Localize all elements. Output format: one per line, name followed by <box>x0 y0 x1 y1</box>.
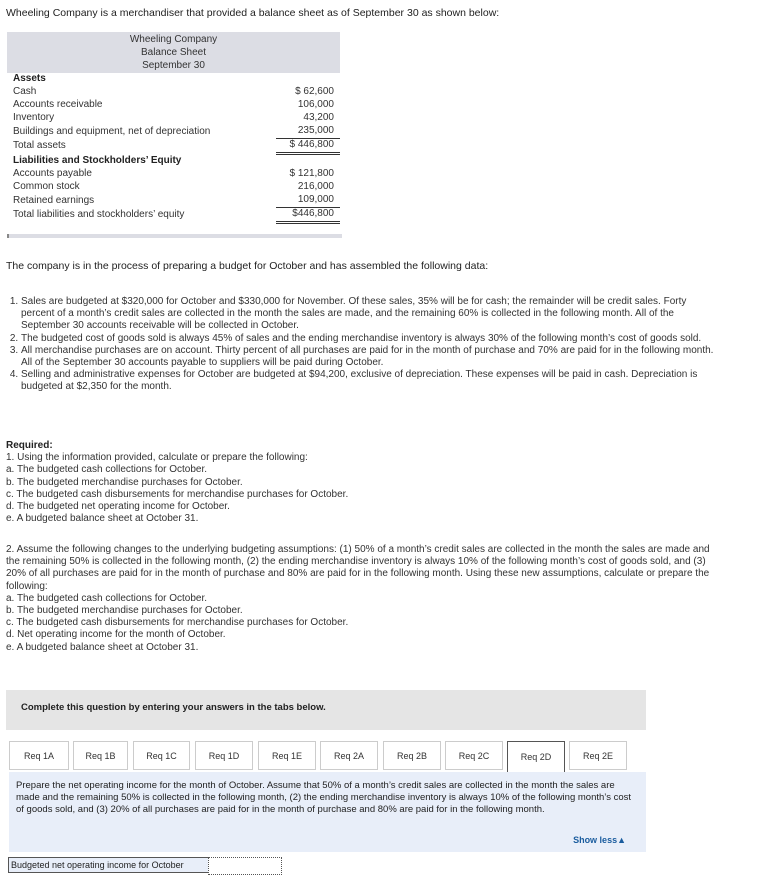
table-row <box>7 86 340 99</box>
inventory-value: 43,200 <box>303 112 334 124</box>
common-stock-label: Common stock <box>13 181 80 193</box>
buildings-value: 235,000 <box>276 125 340 139</box>
tab-req-1d[interactable]: Req 1D <box>195 741 253 770</box>
list-item: 2. The budgeted cost of goods sold is always 45% of sales and the ending merchandise inventory is always 30% of the following month’s cost of goods sold. <box>21 333 721 345</box>
required2-d: d. Net operating income for the month of October. <box>6 629 226 641</box>
total-assets-label: Total assets <box>13 139 66 151</box>
complete-banner-text: Complete this question by entering your answers in the tabs below. <box>21 702 326 713</box>
table-row <box>7 112 340 125</box>
required2-c: c. The budgeted cash disbursements for merchandise purchases for October. <box>6 617 349 629</box>
balance-sheet-footer-bar <box>7 234 342 238</box>
ap-label: Accounts payable <box>13 168 92 180</box>
complete-banner <box>6 690 646 730</box>
required2-section <box>6 544 716 654</box>
table-row <box>7 168 340 181</box>
common-stock-value: 216,000 <box>297 181 334 193</box>
tab-req-2b[interactable]: Req 2B <box>383 741 441 770</box>
tab-req-1e[interactable]: Req 1E <box>258 741 316 770</box>
table-row <box>7 139 340 154</box>
table-row <box>7 125 340 139</box>
ar-value: 106,000 <box>297 99 334 111</box>
required-d: d. The budgeted net operating income for October. <box>6 501 230 513</box>
triangle-up-icon: ▲ <box>617 835 626 845</box>
table-row <box>7 194 340 208</box>
show-less-label: Show less <box>573 835 618 845</box>
net-operating-income-input[interactable] <box>208 857 282 875</box>
tab-bar <box>9 741 646 772</box>
show-less-link[interactable] <box>573 835 626 845</box>
tab-panel <box>9 772 646 852</box>
balance-sheet <box>7 32 340 224</box>
data-list <box>6 296 721 394</box>
buildings-label: Buildings and equipment, net of depreciation <box>13 125 211 137</box>
list-item: 1. Sales are budgeted at $320,000 for October and $330,000 for November. Of these sales, 35% will be for cash; the remainder will be credit sales. Forty percent of a month’s credit sales are collected in the month the sales are made, and the remaining 60% is collected in the following month. All of the September 30 accounts receivable will be collected in October. <box>21 296 721 333</box>
ap-value: $ 121,800 <box>289 168 334 180</box>
required2-text: 2. Assume the following changes to the underlying budgeting assumptions: (1) 50% of a month’s credit sales are collected in the month the sales are made and the remaining 50% is collected in the following month, (2) the ending merchandise inventory is always 10% of the following month’s cost of goods sold, and (3) 20% of all purchases are paid for in the month of purchase and 80% are paid for in the following month. Using these new assumptions, calculate or prepare the following: <box>6 544 710 592</box>
statement-date: September 30 <box>142 60 205 71</box>
table-row <box>7 208 340 223</box>
required-c: c. The budgeted cash disbursements for merchandise purchases for October. <box>6 488 349 500</box>
budget-intro: The company is in the process of preparing a budget for October and has assembled the following data: <box>6 260 489 272</box>
tab-req-1b[interactable]: Req 1B <box>73 741 128 770</box>
total-assets-value: $ 446,800 <box>276 139 340 154</box>
retained-earnings-label: Retained earnings <box>13 194 95 206</box>
tab-req-1a[interactable]: Req 1A <box>9 741 69 770</box>
tab-req-2d[interactable]: Req 2D <box>507 741 565 772</box>
cash-value: $ 62,600 <box>295 86 334 98</box>
intro-text: Wheeling Company is a merchandiser that provided a balance sheet as of September 30 as shown below: <box>6 7 500 19</box>
panel-instructions: Prepare the net operating income for the month of October. Assume that 50% of a month’s credit sales are collected in the month the sales are made and the remaining 50% is collected in the following month, (2) the ending merchandise inventory is always 10% of the following month’s cost of goods sold, and (3) 20% of all purchases are paid for in the month of purchase and 80% are paid for in the following month. <box>16 780 632 816</box>
table-row <box>7 181 340 194</box>
ar-label: Accounts receivable <box>13 99 103 111</box>
required-e: e. A budgeted balance sheet at October 31. <box>6 513 199 525</box>
retained-earnings-value: 109,000 <box>276 194 340 208</box>
total-le-value: $446,800 <box>276 208 340 223</box>
liabilities-heading: Liabilities and Stockholders’ Equity <box>13 154 182 166</box>
tab-req-2e[interactable]: Req 2E <box>569 741 627 770</box>
list-item: 4. Selling and administrative expenses for October are budgeted at $94,200, exclusive of depreciation. These expenses will be paid in cash. Depreciation is budgeted at $2,350 for the month. <box>21 369 721 393</box>
assets-heading: Assets <box>13 73 46 85</box>
required-line1: 1. Using the information provided, calculate or prepare the following: <box>6 452 308 464</box>
list-item: 3. All merchandise purchases are on account. Thirty percent of all purchases are paid for in the month of purchase and 70% are paid for in the following month. All of the September 30 accounts payable to suppliers will be paid during October. <box>21 345 721 369</box>
statement-title: Balance Sheet <box>140 47 207 58</box>
tab-req-2c[interactable]: Req 2C <box>445 741 503 770</box>
required2-e: e. A budgeted balance sheet at October 31. <box>6 641 199 653</box>
required-a: a. The budgeted cash collections for October. <box>6 464 208 476</box>
balance-sheet-table <box>7 73 340 224</box>
inventory-label: Inventory <box>13 112 55 124</box>
tab-req-1c[interactable]: Req 1C <box>133 741 190 770</box>
tab-req-2a[interactable]: Req 2A <box>320 741 378 770</box>
total-le-label: Total liabilities and stockholders’ equity <box>13 208 185 220</box>
answer-label: Budgeted net operating income for October <box>8 857 210 873</box>
company-name: Wheeling Company <box>129 34 218 45</box>
balance-sheet-header <box>7 32 340 73</box>
required-b: b. The budgeted merchandise purchases for October. <box>6 476 243 488</box>
required2-a: a. The budgeted cash collections for October. <box>6 592 208 604</box>
table-row <box>7 99 340 112</box>
required-heading: Required: <box>6 440 53 451</box>
required-section <box>6 440 716 525</box>
cash-label: Cash <box>13 86 37 98</box>
required2-b: b. The budgeted merchandise purchases for October. <box>6 605 243 617</box>
